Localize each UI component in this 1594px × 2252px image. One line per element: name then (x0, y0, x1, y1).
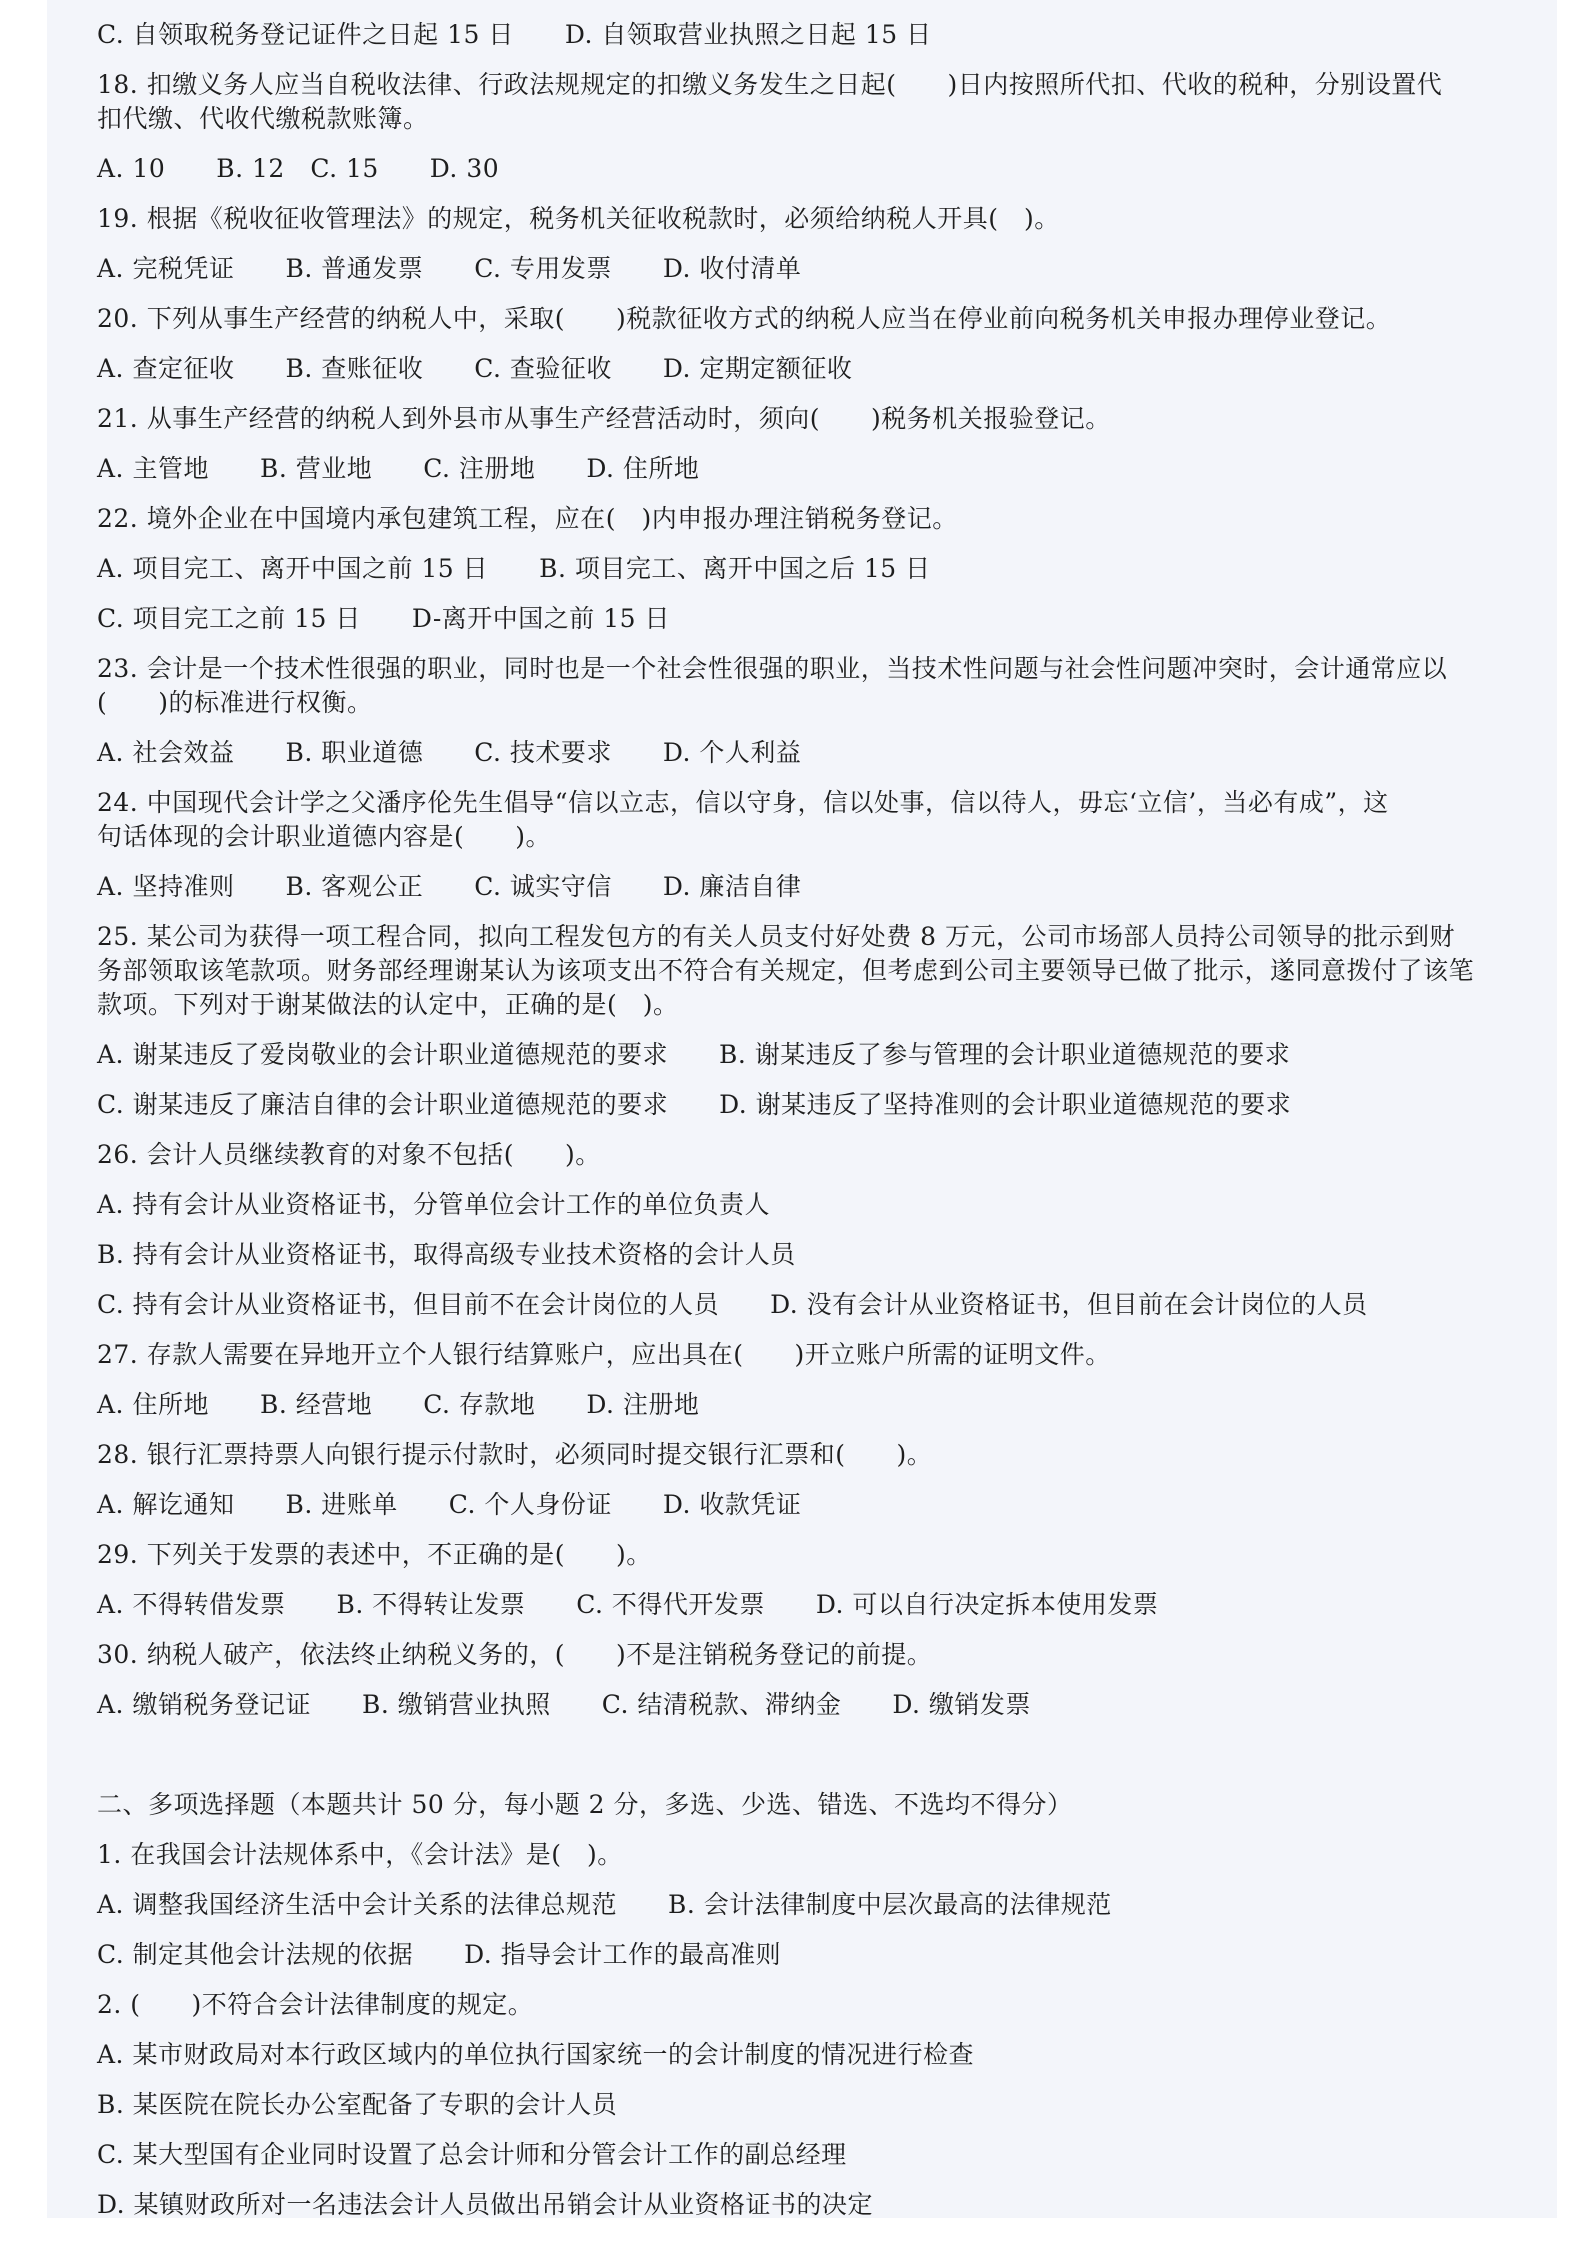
mq2-option-b: B. 某医院在院长办公室配备了专职的会计人员 (97, 2090, 618, 2119)
q17-option-line-2: C. 自领取税务登记证件之日起 15 日 D. 自领取营业执照之日起 15 日 (97, 20, 932, 49)
q18-options: A. 10 B. 12 C. 15 D. 30 (97, 154, 500, 183)
q29-stem: 29. 下列关于发票的表述中，不正确的是( )。 (97, 1540, 652, 1569)
q25-options-line-2: C. 谢某违反了廉洁自律的会计职业道德规范的要求 D. 谢某违反了坚持准则的会计职业道德规范的要求 (97, 1090, 1292, 1119)
mq2-option-a: A. 某市财政局对本行政区域内的单位执行国家统一的会计制度的情况进行检查 (97, 2040, 974, 2069)
q28-options: A. 解讫通知 B. 进账单 C. 个人身份证 D. 收款凭证 (97, 1490, 802, 1519)
q22-stem: 22. 境外企业在中国境内承包建筑工程，应在( )内申报办理注销税务登记。 (97, 504, 958, 533)
q26-options-cd: C. 持有会计从业资格证书，但目前不在会计岗位的人员 D. 没有会计从业资格证书，但目前在会计岗位的人员 (97, 1290, 1368, 1319)
q25-stem-line-2: 务部领取该笔款项。财务部经理谢某认为该项支出不符合有关规定，但考虑到公司主要领导已做了批示，遂同意拨付了该笔 (97, 956, 1475, 985)
q24-stem-line-1: 24. 中国现代会计学之父潘序伦先生倡导“信以立志，信以守身，信以处事，信以待人，毋忘‘立信’，当必有成”，这 (97, 788, 1389, 817)
q19-options: A. 完税凭证 B. 普通发票 C. 专用发票 D. 收付清单 (97, 254, 802, 283)
q22-options-line-1: A. 项目完工、离开中国之前 15 日 B. 项目完工、离开中国之后 15 日 (97, 554, 931, 583)
mq1-options-line-2: C. 制定其他会计法规的依据 D. 指导会计工作的最高准则 (97, 1940, 782, 1969)
q24-stem-line-2: 句话体现的会计职业道德内容是( )。 (97, 822, 552, 851)
q25-stem-line-3: 款项。下列对于谢某做法的认定中，正确的是( )。 (97, 990, 679, 1019)
q26-stem: 26. 会计人员继续教育的对象不包括( )。 (97, 1140, 601, 1169)
section-heading-multiple-choice: 二、多项选择题（本题共计 50 分，每小题 2 分，多选、少选、错选、不选均不得分） (97, 1790, 1073, 1819)
q29-options: A. 不得转借发票 B. 不得转让发票 C. 不得代开发票 D. 可以自行决定拆本使用发票 (97, 1590, 1159, 1619)
q28-stem: 28. 银行汇票持票人向银行提示付款时，必须同时提交银行汇票和( )。 (97, 1440, 933, 1469)
q25-stem-line-1: 25. 某公司为获得一项工程合同，拟向工程发包方的有关人员支付好处费 8 万元，公司市场部人员持公司领导的批示到财 (97, 922, 1456, 951)
q30-options: A. 缴销税务登记证 B. 缴销营业执照 C. 结清税款、滞纳金 D. 缴销发票 (97, 1690, 1031, 1719)
q20-stem: 20. 下列从事生产经营的纳税人中，采取( )税款征收方式的纳税人应当在停业前向税务机关申报办理停业登记。 (97, 304, 1392, 333)
document-content (97, 18, 1594, 2222)
q26-option-b: B. 持有会计从业资格证书，取得高级专业技术资格的会计人员 (97, 1240, 796, 1269)
q24-options: A. 坚持准则 B. 客观公正 C. 诚实守信 D. 廉洁自律 (97, 872, 802, 901)
q18-stem-line-2: 扣代缴、代收代缴税款账簿。 (97, 104, 429, 133)
mq1-stem: 1. 在我国会计法规体系中，《会计法》是( )。 (97, 1840, 623, 1869)
q18-stem-line-1: 18. 扣缴义务人应当自税收法律、行政法规规定的扣缴义务发生之日起( )日内按照所代扣、代收的税种，分别设置代 (97, 70, 1443, 99)
q23-options: A. 社会效益 B. 职业道德 C. 技术要求 D. 个人利益 (97, 738, 802, 767)
q23-stem-line-1: 23. 会计是一个技术性很强的职业，同时也是一个社会性很强的职业，当技术性问题与社会性问题冲突时，会计通常应以 (97, 654, 1448, 683)
document-page (47, 0, 1557, 2218)
q19-stem: 19. 根据《税收征收管理法》的规定，税务机关征收税款时，必须给纳税人开具( )。 (97, 204, 1060, 233)
q27-stem: 27. 存款人需要在异地开立个人银行结算账户，应出具在( )开立账户所需的证明文件。 (97, 1340, 1111, 1369)
q30-stem: 30. 纳税人破产，依法终止纳税义务的，( )不是注销税务登记的前提。 (97, 1640, 933, 1669)
q26-option-a: A. 持有会计从业资格证书，分管单位会计工作的单位负责人 (97, 1190, 770, 1219)
q25-options-line-1: A. 谢某违反了爱岗敬业的会计职业道德规范的要求 B. 谢某违反了参与管理的会计职业道德规范的要求 (97, 1040, 1291, 1069)
q22-options-line-2: C. 项目完工之前 15 日 D-离开中国之前 15 日 (97, 604, 670, 633)
q21-options: A. 主管地 B. 营业地 C. 注册地 D. 住所地 (97, 454, 700, 483)
q21-stem: 21. 从事生产经营的纳税人到外县市从事生产经营活动时，须向( )税务机关报验登记。 (97, 404, 1111, 433)
mq2-stem: 2. ( )不符合会计法律制度的规定。 (97, 1990, 534, 2019)
mq2-option-c: C. 某大型国有企业同时设置了总会计师和分管会计工作的副总经理 (97, 2140, 847, 2169)
q20-options: A. 查定征收 B. 查账征收 C. 查验征收 D. 定期定额征收 (97, 354, 853, 383)
mq1-options-line-1: A. 调整我国经济生活中会计关系的法律总规范 B. 会计法律制度中层次最高的法律规范 (97, 1890, 1112, 1919)
q27-options: A. 住所地 B. 经营地 C. 存款地 D. 注册地 (97, 1390, 700, 1419)
mq2-option-d: D. 某镇财政所对一名违法会计人员做出吊销会计从业资格证书的决定 (97, 2190, 874, 2219)
q23-stem-line-2: ( )的标准进行权衡。 (97, 688, 373, 717)
